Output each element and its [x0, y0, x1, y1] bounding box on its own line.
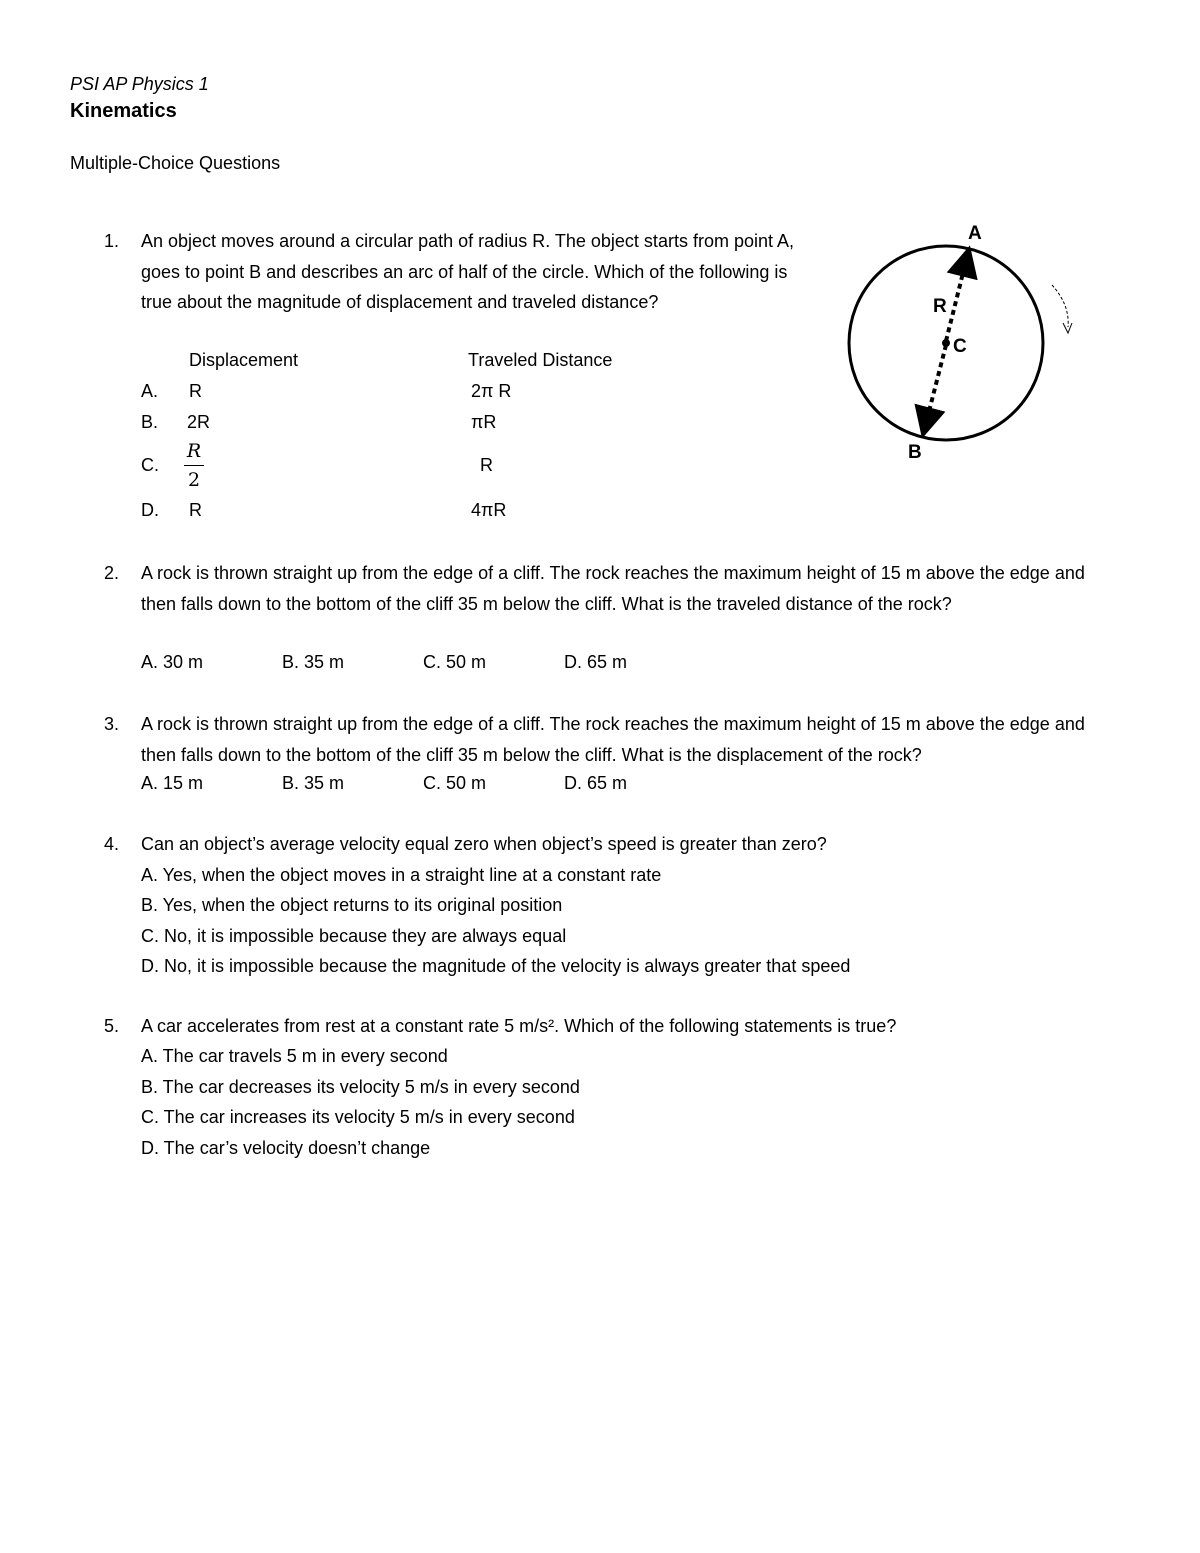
rotation-arrow — [1052, 285, 1068, 327]
radius-arrow-to-b — [925, 345, 946, 427]
q5-option-a: A. The car travels 5 m in every second — [141, 1046, 448, 1066]
q2-option-a: A. 30 m — [141, 652, 204, 672]
q2-option-b: B. 35 m — [282, 652, 345, 672]
q3-option-d: D. 65 m — [564, 773, 628, 793]
q1-option-c-distance: R — [480, 455, 493, 475]
fraction-numerator: R — [186, 440, 202, 462]
question-4-text: Can an object’s average velocity equal zero when object’s speed is greater than zero? — [141, 834, 827, 854]
center-point — [942, 339, 950, 347]
q1-option-d-letter: D. — [141, 500, 159, 520]
section-heading: Multiple-Choice Questions — [70, 153, 281, 173]
course-name: PSI AP Physics 1 — [70, 74, 209, 94]
q5-option-b: B. The car decreases its velocity 5 m/s in every second — [141, 1077, 580, 1097]
label-a: A — [968, 223, 982, 244]
radius-arrow-to-a — [946, 257, 967, 341]
q1-option-b-displacement: 2R — [187, 412, 211, 432]
page-title: Kinematics — [70, 100, 177, 122]
q1-option-b-letter: B. — [141, 412, 159, 432]
q3-option-c: C. 50 m — [423, 773, 487, 793]
label-r: R — [933, 296, 947, 317]
q1-option-c-fraction — [184, 440, 204, 491]
q4-option-d: D. No, it is impossible because the magnitude of the velocity is always greater that speed — [141, 956, 851, 976]
q1-option-c-letter: C. — [141, 455, 159, 475]
q3-options — [141, 773, 705, 794]
question-5-number: 5. — [104, 1016, 120, 1036]
q2-options — [141, 652, 705, 673]
question-3-number: 3. — [104, 714, 120, 734]
q4-option-a: A. Yes, when the object moves in a straight line at a constant rate — [141, 865, 662, 885]
question-1-number: 1. — [104, 231, 120, 251]
q4-option-b: B. Yes, when the object returns to its original position — [141, 895, 563, 915]
q1-option-a-letter: A. — [141, 381, 159, 401]
q2-option-d: D. 65 m — [564, 652, 628, 672]
circle-diagram — [830, 215, 1090, 475]
q1-option-d-distance: 4πR — [471, 500, 507, 520]
q5-option-c: C. The car increases its velocity 5 m/s in every second — [141, 1107, 575, 1127]
question-3-text: A rock is thrown straight up from the edge of a cliff. The rock reaches the maximum height of 15 m above the edge and then falls down to the bottom of the cliff 35 m below the cliff. What is the displacement of the rock? — [141, 714, 1085, 765]
q5-option-d: D. The car’s velocity doesn’t change — [141, 1138, 431, 1158]
column-header-distance: Traveled Distance — [468, 350, 613, 370]
question-2-number: 2. — [104, 563, 120, 583]
q2-option-c: C. 50 m — [423, 652, 487, 672]
question-1-text: An object moves around a circular path of radius R. The object starts from point A, goes to point B and describes an arc of half of the circle. Which of the following is true about the magnitude of displacement and traveled distance? — [141, 231, 794, 312]
q1-option-a-displacement: R — [189, 381, 202, 401]
label-b: B — [908, 442, 922, 463]
fraction-denominator: 2 — [187, 469, 201, 491]
question-2-text: A rock is thrown straight up from the edge of a cliff. The rock reaches the maximum height of 15 m above the edge and then falls down to the bottom of the cliff 35 m below the cliff. What is the traveled distance of the rock? — [141, 563, 1085, 614]
question-5-text: A car accelerates from rest at a constant rate 5 m/s². Which of the following statements is true? — [141, 1016, 897, 1036]
rotation-arrowhead — [1063, 323, 1072, 333]
question-4-number: 4. — [104, 834, 120, 854]
fraction-bar — [184, 465, 204, 466]
label-c: C — [953, 336, 967, 357]
q3-option-b: B. 35 m — [282, 773, 345, 793]
q4-option-c: C. No, it is impossible because they are always equal — [141, 926, 567, 946]
column-header-displacement: Displacement — [189, 350, 299, 370]
q3-option-a: A. 15 m — [141, 773, 204, 793]
q1-option-b-distance: πR — [471, 412, 497, 432]
q1-option-a-distance: 2π R — [471, 381, 512, 401]
q1-option-d-displacement: R — [189, 500, 202, 520]
